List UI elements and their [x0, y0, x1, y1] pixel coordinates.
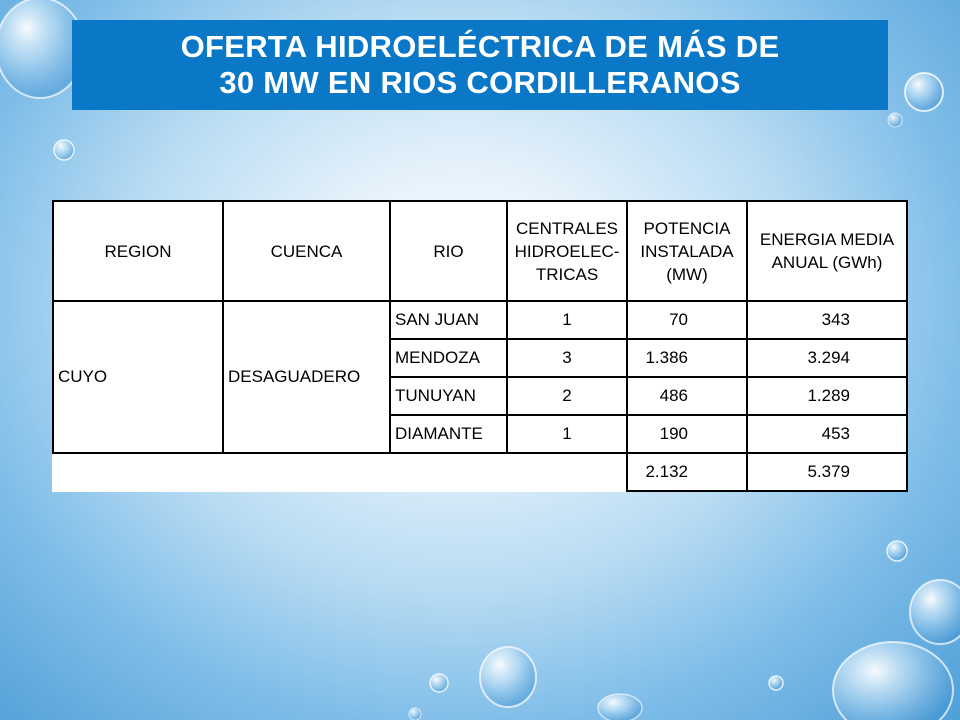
centrales-cell: 2: [507, 377, 627, 415]
energia-cell: 3.294: [747, 339, 907, 377]
header-rio: RIO: [390, 201, 507, 301]
energia-cell: 453: [747, 415, 907, 453]
energia-cell: 1.289: [747, 377, 907, 415]
total-blank-cell: [53, 453, 627, 491]
potencia-cell: 70: [627, 301, 747, 339]
header-potencia: POTENCIA INSTALADA (MW): [627, 201, 747, 301]
header-energia: ENERGIA MEDIA ANUAL (GWh): [747, 201, 907, 301]
total-potencia-cell: 2.132: [627, 453, 747, 491]
potencia-cell: 486: [627, 377, 747, 415]
table-total-row: [53, 453, 907, 491]
header-region: REGION: [53, 201, 223, 301]
centrales-cell: 1: [507, 301, 627, 339]
rio-cell: SAN JUAN: [390, 301, 507, 339]
region-cell: CUYO: [53, 301, 223, 453]
drop-small-left: [54, 140, 74, 160]
cuenca-cell: DESAGUADERO: [223, 301, 390, 453]
potencia-cell: 190: [627, 415, 747, 453]
rio-cell: DIAMANTE: [390, 415, 507, 453]
rio-cell: MENDOZA: [390, 339, 507, 377]
table-header-row: [53, 201, 907, 301]
rio-cell: TUNUYAN: [390, 377, 507, 415]
table-row: [53, 301, 907, 339]
slide-title-line-1: OFERTA HIDROELÉCTRICA DE MÁS DE: [180, 29, 780, 64]
energia-cell: 343: [747, 301, 907, 339]
slide-title-line-2: 30 MW EN RIOS CORDILLERANOS: [219, 65, 741, 100]
drops-bottom: [409, 541, 960, 720]
slide-title: [72, 20, 888, 110]
centrales-cell: 3: [507, 339, 627, 377]
hydro-table: [52, 200, 908, 492]
centrales-cell: 1: [507, 415, 627, 453]
drop-top-right: [888, 73, 943, 127]
header-cuenca: CUENCA: [223, 201, 390, 301]
total-energia-cell: 5.379: [747, 453, 907, 491]
potencia-cell: 1.386: [627, 339, 747, 377]
header-centrales: CENTRALES HIDROELEC- TRICAS: [507, 201, 627, 301]
